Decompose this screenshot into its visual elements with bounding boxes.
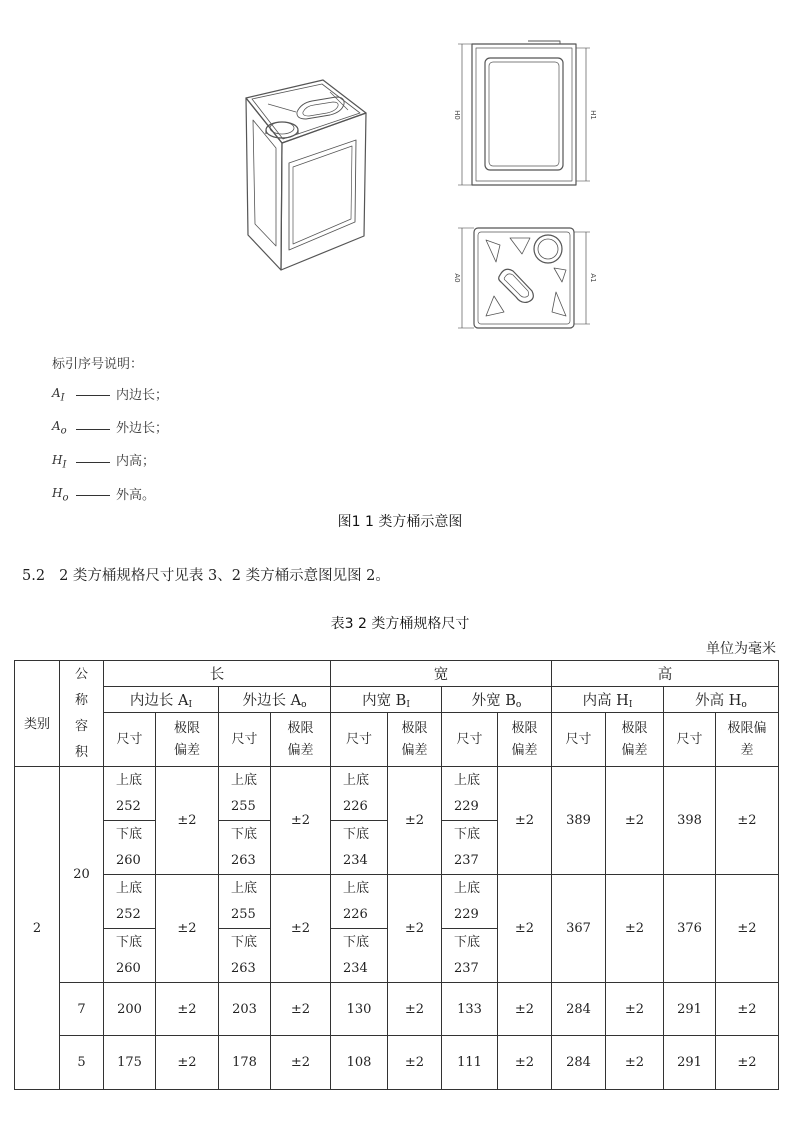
cell-tolerance: ±2 [606, 875, 664, 983]
cell-outer-length: 203 [219, 983, 271, 1036]
legend-item-inner-height [52, 446, 168, 479]
cell-inner-width: 108 [331, 1036, 388, 1090]
dim-label-h0: H0 [453, 110, 461, 120]
legend-dash [76, 495, 110, 496]
legend-symbol-sub: o [60, 425, 67, 437]
legend-title: 标引序号说明： [52, 357, 144, 372]
cell-outer-width-top: 上底 229 [442, 875, 498, 929]
dim-label-a0: A0 [453, 273, 461, 283]
cell-tolerance: ±2 [271, 1036, 331, 1090]
header-size: 尺寸 [664, 713, 716, 767]
isometric-can-drawing [246, 80, 366, 270]
front-elevation-drawing [458, 41, 590, 185]
cell-tolerance: ±2 [156, 767, 219, 875]
cell-outer-height: 398 [664, 767, 716, 875]
header-height: 高 [552, 661, 779, 687]
header-size: 尺寸 [442, 713, 498, 767]
legend-item-outer-height [52, 479, 168, 512]
cell-inner-width-top: 上底 226 [331, 767, 388, 821]
cell-tolerance: ±2 [606, 767, 664, 875]
cell-inner-width-bottom: 下底 234 [331, 929, 388, 983]
clause-number: 5.2 [22, 568, 46, 584]
cell-tolerance: ±2 [498, 1036, 552, 1090]
cell-tolerance: ±2 [606, 983, 664, 1036]
cell-tolerance: ±2 [498, 983, 552, 1036]
table-row [15, 983, 779, 1036]
cell-outer-height: 291 [664, 983, 716, 1036]
legend-symbol-sub: I [62, 459, 67, 471]
legend-text: 外边长； [116, 421, 169, 437]
cell-inner-height: 284 [552, 1036, 606, 1090]
header-tolerance: 极限偏 差 [716, 713, 779, 767]
cell-tolerance: ±2 [716, 875, 779, 983]
legend-symbol-sub: I [60, 392, 65, 404]
cell-outer-length-top: 上底 255 [219, 767, 271, 821]
cell-tolerance: ±2 [498, 767, 552, 875]
cell-inner-height: 389 [552, 767, 606, 875]
cell-tolerance: ±2 [271, 875, 331, 983]
cell-capacity: 7 [60, 983, 104, 1036]
header-outer-length: 外边长 $A_o$ [219, 687, 331, 713]
header-tolerance: 极限 偏差 [156, 713, 219, 767]
cell-inner-length: 175 [104, 1036, 156, 1090]
legend-symbol-sub: o [62, 492, 69, 504]
cell-tolerance: ±2 [156, 983, 219, 1036]
cell-outer-width-bottom: 下底 237 [442, 929, 498, 983]
header-length: 长 [104, 661, 331, 687]
legend-symbol: H [52, 452, 63, 467]
cell-tolerance: ±2 [388, 875, 442, 983]
legend-symbol: A [52, 386, 61, 400]
cell-tolerance: ±2 [716, 1036, 779, 1090]
spec-table [14, 660, 779, 1090]
header-inner-height: 内高 $H_I$ [552, 687, 664, 713]
header-tolerance: 极限 偏差 [271, 713, 331, 767]
header-inner-length: 内边长 $A_I$ [104, 687, 219, 713]
header-row-groups [15, 661, 779, 687]
cell-tolerance: ±2 [156, 875, 219, 983]
legend-text: 内高； [116, 454, 156, 470]
cell-tolerance: ±2 [271, 983, 331, 1036]
legend-item-outer-length [52, 412, 168, 445]
cell-tolerance: ±2 [388, 983, 442, 1036]
cell-tolerance: ±2 [271, 767, 331, 875]
legend-dash [76, 429, 110, 430]
header-capacity [60, 661, 104, 767]
legend-symbol: A [52, 419, 61, 434]
cell-inner-length-bottom: 下底 260 [104, 929, 156, 983]
header-capacity-label: 公称容积 [75, 666, 89, 760]
cell-inner-width-bottom: 下底 234 [331, 821, 388, 875]
header-inner-width: 内宽 $B_I$ [331, 687, 442, 713]
cell-tolerance: ±2 [388, 767, 442, 875]
header-width: 宽 [331, 661, 552, 687]
cell-tolerance: ±2 [156, 1036, 219, 1090]
dim-label-a1: A1 [589, 273, 597, 283]
header-category [15, 661, 60, 767]
cell-inner-length-top: 上底 252 [104, 875, 156, 929]
cell-tolerance: ±2 [498, 875, 552, 983]
header-category-label: 类别 [23, 716, 50, 732]
legend-item-inner-length [52, 379, 168, 412]
cell-tolerance: ±2 [716, 983, 779, 1036]
cell-outer-width: 133 [442, 983, 498, 1036]
clause-body: 2 类方桶规格尺寸见表 3、2 类方桶示意图见图 2。 [59, 568, 390, 584]
figure-1 [0, 0, 800, 504]
unit-note: 单位为毫米 [706, 641, 776, 657]
cell-tolerance: ±2 [606, 1036, 664, 1090]
header-size: 尺寸 [104, 713, 156, 767]
cell-outer-height: 291 [664, 1036, 716, 1090]
cell-outer-width-top: 上底 229 [442, 767, 498, 821]
legend-dash [76, 395, 110, 396]
cell-tolerance: ±2 [388, 1036, 442, 1090]
legend-dash [76, 462, 110, 463]
cell-outer-length: 178 [219, 1036, 271, 1090]
legend-text: 外高。 [116, 487, 156, 503]
legend-text: 内边长； [116, 387, 169, 403]
cell-category: 2 [15, 767, 60, 1090]
header-row-columns [15, 713, 779, 767]
clause-paragraph [22, 564, 390, 585]
cell-capacity: 5 [60, 1036, 104, 1090]
table-caption: 表3 2 类方桶规格尺寸 [330, 616, 470, 632]
top-view-drawing [458, 228, 590, 328]
legend-symbol: H [52, 486, 63, 501]
header-tolerance: 极限 偏差 [498, 713, 552, 767]
header-tolerance: 极限 偏差 [606, 713, 664, 767]
header-outer-width: 外宽 $B_o$ [442, 687, 552, 713]
table-row [15, 767, 779, 821]
header-size: 尺寸 [552, 713, 606, 767]
header-outer-height: 外高 $H_o$ [664, 687, 779, 713]
cell-inner-height: 367 [552, 875, 606, 983]
cell-inner-width: 130 [331, 983, 388, 1036]
cell-inner-width-top: 上底 226 [331, 875, 388, 929]
table-row [15, 875, 779, 929]
cell-outer-width: 111 [442, 1036, 498, 1090]
cell-outer-height: 376 [664, 875, 716, 983]
header-size: 尺寸 [219, 713, 271, 767]
cell-inner-height: 284 [552, 983, 606, 1036]
figure-caption: 图1 1 类方桶示意图 [337, 514, 463, 530]
cell-outer-width-bottom: 下底 237 [442, 821, 498, 875]
cell-inner-length: 200 [104, 983, 156, 1036]
dim-label-h1: H1 [589, 110, 597, 120]
header-row-subgroups [15, 687, 779, 713]
header-size: 尺寸 [331, 713, 388, 767]
cell-inner-length-top: 上底 252 [104, 767, 156, 821]
cell-tolerance: ±2 [716, 767, 779, 875]
header-tolerance: 极限 偏差 [388, 713, 442, 767]
cell-capacity: 20 [60, 767, 104, 983]
cell-inner-length-bottom: 下底 260 [104, 821, 156, 875]
figure-legend [52, 351, 168, 513]
cell-outer-length-bottom: 下底 263 [219, 929, 271, 983]
cell-outer-length-bottom: 下底 263 [219, 821, 271, 875]
table-row [15, 1036, 779, 1090]
cell-outer-length-top: 上底 255 [219, 875, 271, 929]
